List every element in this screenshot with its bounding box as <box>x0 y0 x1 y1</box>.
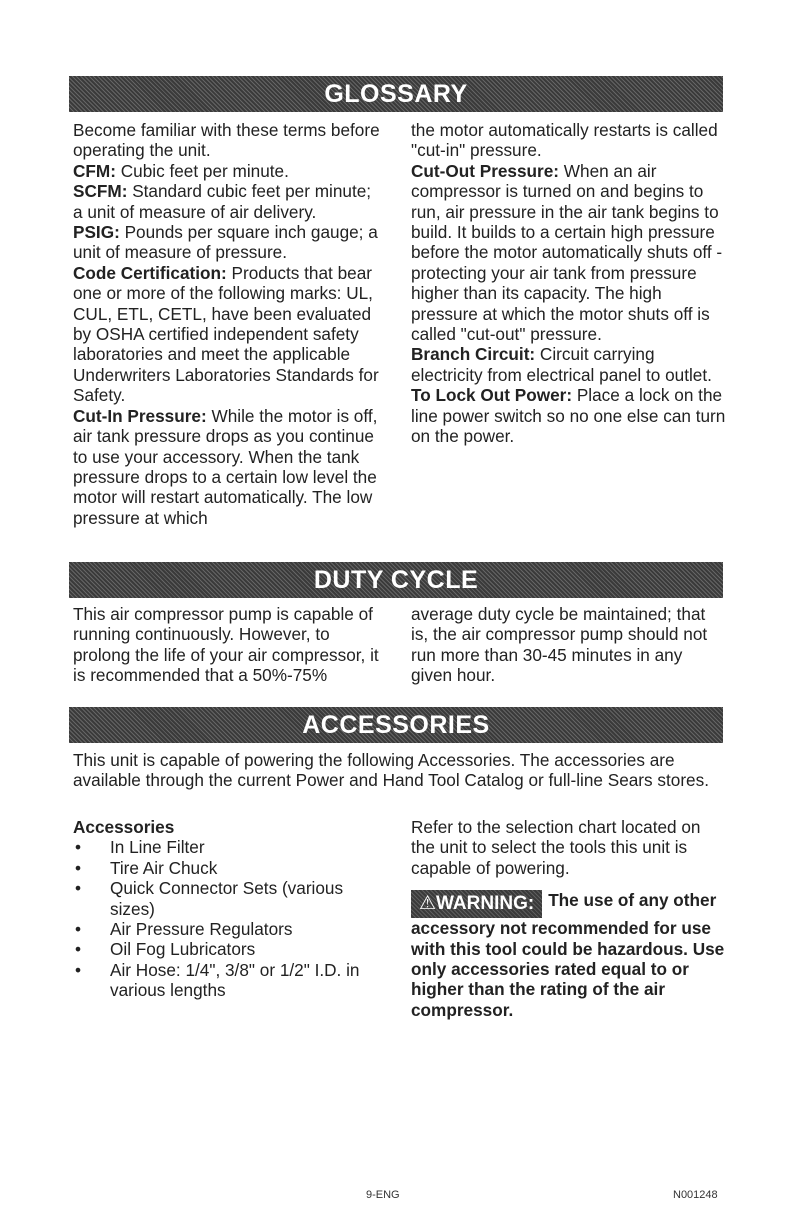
refer-text: Refer to the selection chart located on the unit to select the tools this unit is capable of powering. <box>411 817 701 878</box>
glossary-term-scfm: SCFM: Standard cubic feet per minute; a unit of measure of air delivery. <box>73 181 372 222</box>
glossary-title: GLOSSARY <box>324 79 468 108</box>
accessories-list <box>73 837 383 1000</box>
list-item: • Air Pressure Regulators <box>73 919 383 939</box>
warning-block <box>411 890 727 1020</box>
list-item: • Tire Air Chuck <box>73 858 383 878</box>
glossary-term-code-certification: Code Certification: Products that bear one or more of the following marks: UL, CUL, ETL, CETL, have been evaluated by OSHA certified independent safety laboratories and meet the applicable Underwriters Laboratories Standards for Safety. <box>73 262 379 406</box>
glossary-term-cut-out-pressure: Cut-Out Pressure: When an air compressor is turned on and begins to run, air pressure in the air tank begins to build. It builds to a certain high pressure before the motor automatically shuts off - protecting your air tank from pressure higher than its capacity. The high pressure at which the motor shuts off is called "cut-out" pressure. <box>411 160 723 345</box>
accessories-title: ACCESSORIES <box>302 710 490 739</box>
glossary-intro: Become familiar with these terms before operating the unit. <box>73 120 380 161</box>
glossary-term-cut-in-pressure: Cut-In Pressure: While the motor is off, air tank pressure drops as you continue to use your accessory. When the tank pressure drops to a certain low level the motor will restart automatically. The low pressure at which <box>73 405 378 528</box>
warning-badge: ⚠WARNING: <box>411 890 542 918</box>
list-item: • Quick Connector Sets (various sizes) <box>73 878 383 919</box>
list-item: • In Line Filter <box>73 837 383 857</box>
accessories-intro-text: This unit is capable of powering the following Accessories. The accessories are available through the current Power and Hand Tool Catalog or full-line Sears stores. <box>73 750 709 791</box>
duty-cycle-right-text: average duty cycle be maintained; that is, the air compressor pump should not run more than 30-45 minutes in any given hour. <box>411 604 708 686</box>
accessories-intro <box>73 750 725 791</box>
duty-cycle-right <box>411 604 727 686</box>
list-item: • Air Hose: 1/4", 3/8" or 1/2" I.D. in various lengths <box>73 960 383 1001</box>
duty-cycle-left-text: This air compressor pump is capable of running continuously. However, to prolong the life of your air compressor, it is recommended that a 50%-75% <box>73 604 379 686</box>
glossary-term-lock-out-power: To Lock Out Power: Place a lock on the line power switch so no one else can turn on the power. <box>411 385 726 447</box>
glossary-banner <box>69 76 723 112</box>
glossary-right-column <box>411 120 727 447</box>
duty-cycle-title: DUTY CYCLE <box>313 565 479 594</box>
warning-text: The use of any other accessory not recommended for use with this tool could be hazardous. Use only accessories rated equal to or higher than the rating of the air compressor. <box>411 890 725 1020</box>
accessories-list-heading: Accessories <box>73 817 175 837</box>
document-code: N001248 <box>673 1189 718 1201</box>
glossary-term-cfm: CFM: Cubic feet per minute. <box>73 160 289 181</box>
accessories-right-column <box>411 817 727 1020</box>
glossary-left-column <box>73 120 383 528</box>
accessories-banner <box>69 707 723 743</box>
list-item: • Oil Fog Lubricators <box>73 939 383 959</box>
glossary-cut-in-continued: the motor automatically restarts is called "cut-in" pressure. <box>411 120 718 161</box>
duty-cycle-banner <box>69 562 723 598</box>
duty-cycle-left <box>73 604 383 686</box>
accessories-list-column <box>73 817 383 1001</box>
glossary-term-branch-circuit: Branch Circuit: Circuit carrying electricity from electrical panel to outlet. <box>411 344 712 385</box>
glossary-term-psig: PSIG: Pounds per square inch gauge; a unit of measure of pressure. <box>73 222 378 263</box>
page-number: 9-ENG <box>366 1189 400 1201</box>
